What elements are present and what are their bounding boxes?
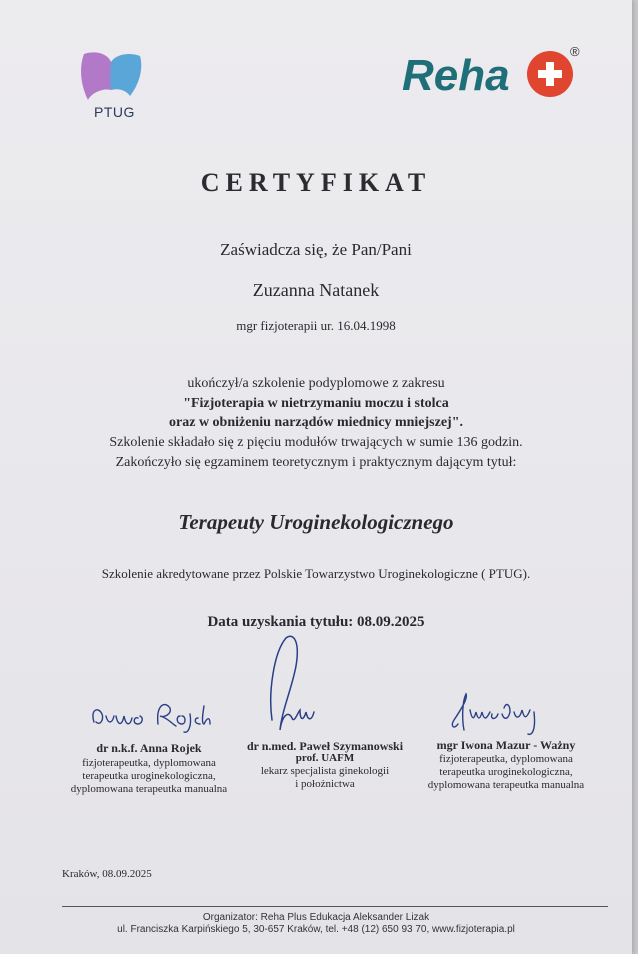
completed-text: ukończył/a szkolenie podyplomowe z zakresu <box>187 376 445 391</box>
signature-iwona-mazur-wazny <box>444 690 554 738</box>
place-date: Kraków, 08.09.2025 <box>62 868 152 880</box>
registered-mark: ® <box>570 44 580 59</box>
accreditation-text: Szkolenie akredytowane przez Polskie Towarzystwo Uroginekologiczne ( PTUG). <box>101 566 531 581</box>
ptug-label: PTUG <box>94 104 135 120</box>
course-title-line1: "Fizjoterapia w nietrzymaniu moczu i stolca <box>183 396 449 411</box>
signature-anna-rojek <box>86 696 216 736</box>
recipient-info: mgr fizjoterapii ur. 16.04.1998 <box>236 318 396 333</box>
attest-text: Zaświadcza się, że Pan/Pani <box>220 240 412 259</box>
footer-organizer: Organizator: Reha Plus Edukacja Aleksander Lizak <box>202 912 430 923</box>
footer-divider <box>62 906 608 907</box>
reha-logo-text: Reha <box>402 51 510 100</box>
signatory-desc: dyplomowana terapeutka manualna <box>427 779 585 791</box>
modules-text: Szkolenie składało się z pięciu modułów trwających w sumie 136 godzin. <box>109 435 523 450</box>
course-title-line2: oraz w obniżeniu narządów miednicy mniejszej". <box>169 415 463 430</box>
signatory-name: dr n.k.f. Anna Rojek <box>96 741 202 755</box>
signature-pawel-szymanowski <box>260 632 330 737</box>
signatory-desc: fizjoterapeutka, dyplomowana <box>439 753 573 765</box>
signatory-desc: terapeutka uroginekologiczna, <box>439 766 573 778</box>
footer-address: ul. Franciszka Karpińskiego 5, 30-657 Kraków, tel. +48 (12) 650 93 70, www.fizjoterapia.pl <box>117 924 515 935</box>
signatory-desc: lekarz specjalista ginekologii <box>260 765 390 777</box>
signatory-desc: terapeutka uroginekologiczna, <box>82 770 216 782</box>
certificate-title: CERTYFIKAT <box>200 168 432 197</box>
signatory-desc: dyplomowana terapeutka manualna <box>70 783 228 795</box>
signatory-title: prof. UAFM <box>295 752 355 764</box>
recipient-name: Zuzanna Natanek <box>252 280 380 300</box>
signatory-desc: fizjoterapeutka, dyplomowana <box>82 757 216 769</box>
date-obtained: Data uzyskania tytułu: 08.09.2025 <box>207 614 425 630</box>
signatory-name: mgr Iwona Mazur - Ważny <box>436 738 576 752</box>
degree-title: Terapeuty Uroginekologicznego <box>178 510 454 534</box>
reha-plus-logo <box>402 44 582 100</box>
exam-text: Zakończyło się egzaminem teoretycznym i praktycznym dającym tytuł: <box>115 455 517 470</box>
signatory-desc: i położnictwa <box>295 778 355 790</box>
signatory-name: dr n.med. Paweł Szymanowski <box>246 739 404 753</box>
